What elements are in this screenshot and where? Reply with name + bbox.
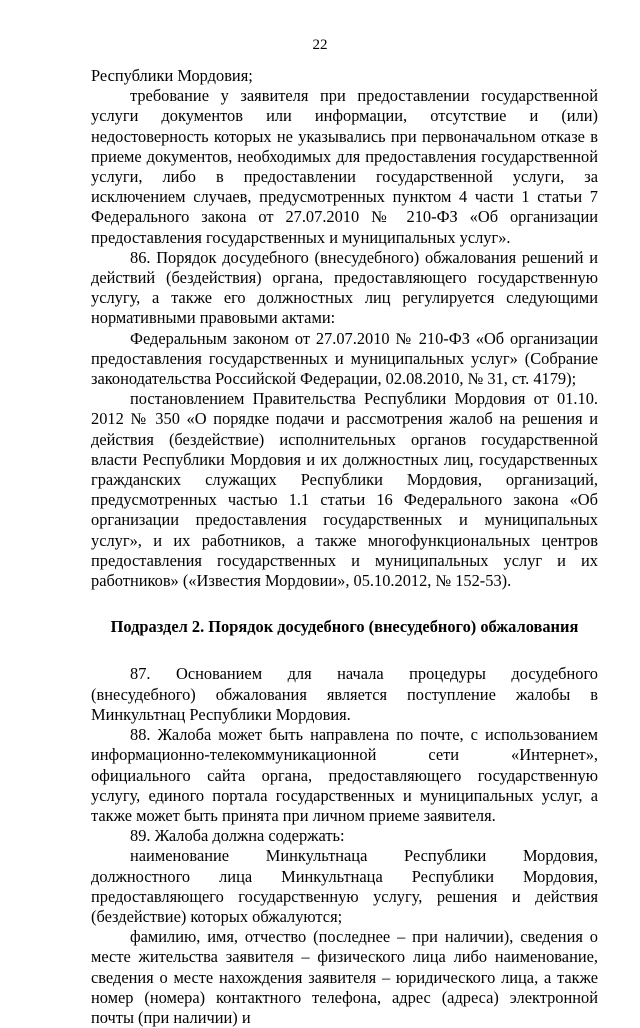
page-number: 22 <box>312 37 328 53</box>
paragraph-87: 87. Основанием для начала процедуры досудебного (внесудебного) обжалования является поступление жалобы в Минкультнац Республики Мордовия. <box>91 664 598 724</box>
paragraph-continuation: Республики Мордовия; <box>91 66 253 85</box>
paragraph-government-resolution: постановлением Правительства Республики Мордовия от 01.10. 2012 № 350 «О порядке подачи и рассмотрения жалоб на решения и действия (бездействие) исполнительных органов государственной власти Республики Мордовия и их должностных лиц, государственных гражданских служащих Республики Мордовия, организаций, предусмотренных частью 1.1 статьи 16 Федерального закона «Об организации предоставления государственных и муниципальных услуг», и их работников, а также многофункциональных центров предоставления государственных и муниципальных услуг и их работников» («Известия Мордовии», 05.10.2012, № 152-53). <box>91 389 598 591</box>
paragraph-complaint-applicant-info: фамилию, имя, отчество (последнее – при наличии), сведения о месте жительства заявителя – физического лица либо наименование, сведения о месте нахождения заявителя – юридического лица, а также номер (номера) контактного телефона, адрес (адреса) электронной почты (при наличии) и <box>91 927 598 1027</box>
paragraph-89: 89. Жалоба должна содержать: <box>130 826 345 846</box>
document-body <box>91 66 598 1028</box>
paragraph-federal-law: Федеральным законом от 27.07.2010 № 210-ФЗ «Об организации предоставления государственных и муниципальных услуг» (Собрание законодательства Российской Федерации, 02.08.2010, № 31, ст. 4179); <box>91 328 598 389</box>
paragraph-88: 88. Жалоба может быть направлена по почте, с использованием информационно-телекоммуникационной сети «Интернет», официального сайта органа, предоставляющего государственную услугу, единого портала государственных и муниципальных услуг, а также может быть принята при личном приеме заявителя. <box>91 725 598 825</box>
paragraph-requirement-documents: требование у заявителя при предоставлении государственной услуги документов или информации, отсутствие и (или) недостоверность которых не указывались при первоначальном отказе в приеме документов, необходимых для предоставления государственной услуги, либо в предоставлении государственной услуги, за исключением случаев, предусмотренных пунктом 4 части 1 статьи 7 Федерального закона от 27.07.2010 № 210-ФЗ «Об организации предоставления государственных и муниципальных услуг». <box>91 86 598 247</box>
section-heading: Подраздел 2. Порядок досудебного (внесудебного) обжалования <box>110 617 579 637</box>
paragraph-complaint-body-name: наименование Минкультнаца Республики Мордовия, должностного лица Минкультнаца Республики Мордовия, предоставляющего государственную услугу, решения и действия (бездействие) которых обжалуются; <box>91 846 598 926</box>
paragraph-86: 86. Порядок досудебного (внесудебного) обжалования решений и действий (бездействия) органа, предоставляющего государственную услугу, а также его должностных лиц регулируется следующими нормативными правовыми актами: <box>91 247 598 328</box>
